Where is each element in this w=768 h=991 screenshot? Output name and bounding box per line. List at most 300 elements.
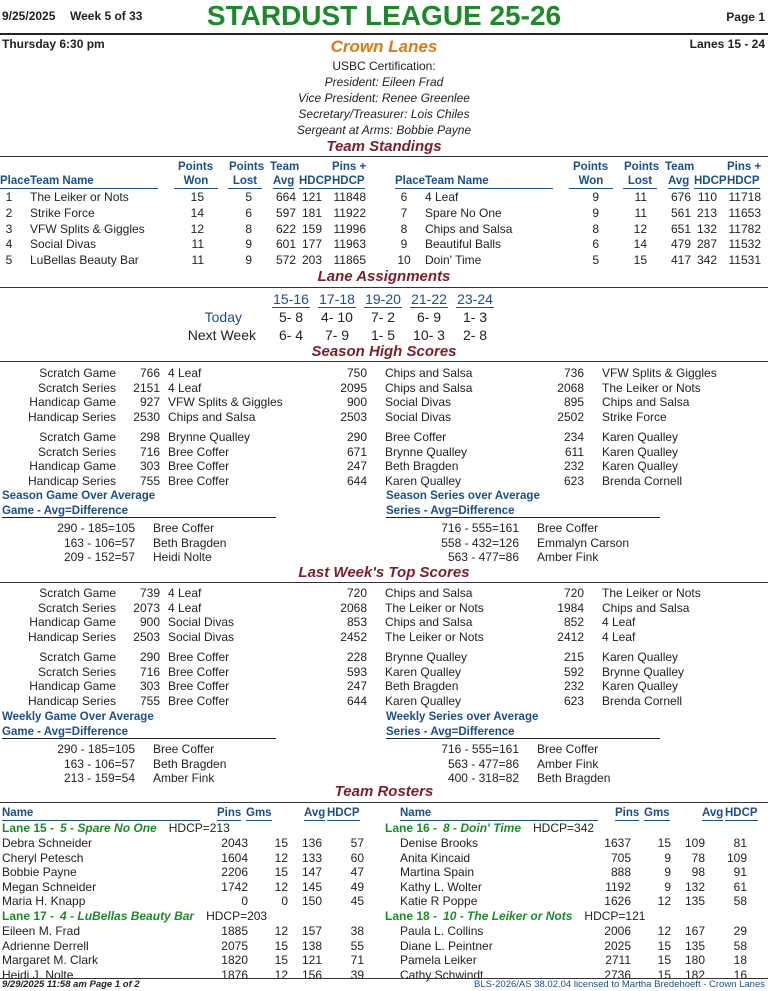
roster-pins: 2736 [604, 967, 631, 982]
roster-team-hdcp: HDCP=121 [584, 909, 646, 923]
score-value: 2503 [340, 409, 367, 424]
score-value: 2503 [133, 629, 160, 644]
roster-player-name: Diane L. Peintner [400, 938, 493, 953]
officer-line: USBC Certification: [332, 59, 436, 73]
roster-avg: 145 [301, 879, 322, 894]
score-category-label: Scratch Series [37, 664, 116, 679]
series-over-diff: 558 - 432=126 [441, 535, 519, 550]
roster-hdcp: 29 [733, 924, 747, 938]
score-value: 247 [346, 459, 367, 473]
score-name: Social Divas [385, 395, 452, 409]
lane-today: 4- 10 [321, 309, 353, 325]
roster-gms: 15 [657, 953, 671, 968]
score-category-label: Handicap Series [27, 693, 116, 708]
roster-pins: 1637 [604, 836, 631, 850]
standing-lost: 12 [633, 221, 647, 236]
score-name: Karen Qualley [602, 459, 679, 473]
standing-lost: 6 [245, 205, 252, 220]
standing-team: 4 Leaf [425, 190, 459, 204]
score-name: Social Divas [385, 409, 452, 424]
roster-avg: 150 [301, 894, 322, 909]
standing-lost: 11 [634, 205, 647, 220]
roster-player-name: Pamela Leiker [400, 953, 477, 968]
score-value: 247 [346, 679, 367, 693]
lane-next: 6- 4 [278, 327, 304, 343]
col-team-top: Team [270, 161, 300, 173]
score-value: 228 [346, 650, 367, 664]
game-over-avg-sub: Game - Avg=Difference [2, 505, 276, 518]
roster-col-pins: Pins [217, 807, 242, 819]
score-name: The Leiker or Nots [385, 629, 484, 644]
score-name: 4 Leaf [168, 380, 202, 395]
score-value: 303 [139, 459, 160, 473]
season-high-rule [0, 361, 768, 362]
score-value: 644 [346, 693, 367, 708]
standing-team: Spare No One [425, 205, 502, 220]
roster-hdcp: 45 [350, 894, 364, 909]
roster-player-name: Cathy Schwindt [400, 967, 484, 982]
series-over-name: Emmalyn Carson [537, 535, 630, 550]
standing-place: 1 [5, 190, 13, 204]
roster-gms: 12 [274, 879, 288, 894]
roster-player-name: Heidi J. Nolte [2, 967, 74, 982]
score-name: Brynne Qualley [385, 650, 468, 664]
score-name: Strike Force [602, 409, 667, 424]
game-over-diff: 163 - 106=57 [63, 535, 135, 550]
roster-gms: 12 [657, 894, 671, 909]
standing-place: 8 [400, 221, 408, 236]
roster-player-name: Eileen M. Frad [2, 924, 81, 938]
score-name: Brynne Qualley [602, 664, 685, 679]
score-value: 2095 [340, 380, 367, 395]
score-value: 2073 [133, 600, 160, 615]
game-over-diff: 213 - 159=54 [63, 771, 135, 785]
roster-lane: Lane 18 - [385, 909, 438, 923]
col-hdcp: HDCP [299, 175, 332, 187]
roster-gms: 12 [657, 924, 671, 938]
roster-lane: Lane 16 - [385, 821, 438, 835]
roster-player-name: Anita Kincaid [400, 850, 471, 865]
score-category-label: Handicap Game [29, 679, 116, 693]
score-name: Karen Qualley [602, 679, 679, 693]
roster-hdcp: 91 [733, 865, 747, 880]
score-name: Chips and Salsa [385, 586, 473, 600]
series-over-name: Bree Coffer [537, 521, 599, 535]
score-name: Bree Coffer [168, 473, 230, 488]
score-category-label: Scratch Game [39, 650, 116, 664]
score-value: 623 [563, 693, 584, 708]
roster-pins: 2206 [221, 865, 248, 880]
roster-team-name: 4 - LuBellas Beauty Bar [60, 909, 195, 923]
roster-player-name: Denise Brooks [400, 836, 479, 850]
standing-won: 9 [592, 190, 599, 204]
standing-lost: 5 [245, 190, 252, 204]
standing-team: Chips and Salsa [425, 221, 513, 236]
last-week-rule [0, 582, 768, 583]
standing-pins: 11653 [728, 205, 761, 220]
standing-avg: 561 [670, 205, 691, 220]
game-over-name: Beth Bragden [153, 756, 227, 771]
footer-left: 9/29/2025 11:58 am Page 1 of 2 [2, 979, 140, 990]
score-value: 736 [563, 366, 584, 380]
standing-place: 5 [5, 253, 13, 268]
col-lost: Lost [228, 174, 262, 189]
standing-place: 9 [400, 237, 408, 252]
roster-hdcp: 49 [350, 879, 364, 894]
roster-gms: 12 [274, 850, 288, 865]
roster-hdcp: 18 [733, 953, 747, 968]
standing-hdcp: 213 [696, 205, 717, 220]
roster-player-name: Adrienne Derrell [2, 938, 89, 953]
score-category-label: Scratch Game [39, 430, 116, 444]
roster-player-name: Martina Spain [400, 865, 475, 880]
roster-gms: 9 [664, 865, 671, 880]
standing-team: Beautiful Balls [425, 237, 502, 252]
standing-place: 3 [5, 221, 13, 236]
roster-avg: 157 [301, 924, 322, 938]
score-value: 900 [346, 395, 367, 409]
score-value: 623 [563, 473, 584, 488]
standing-lost: 8 [245, 221, 252, 236]
page-number: Page 1 [726, 10, 765, 24]
col-hdcp: HDCP [694, 175, 727, 187]
score-value: 611 [564, 444, 584, 459]
lane-today: 6- 9 [416, 309, 442, 325]
standing-team: Social Divas [30, 237, 97, 252]
col-points-top: Points [229, 161, 265, 173]
standing-pins: 11848 [333, 190, 366, 204]
roster-pins: 705 [610, 850, 631, 865]
score-value: 592 [563, 664, 584, 679]
roster-pins: 2075 [221, 938, 248, 953]
score-name: The Leiker or Nots [602, 586, 701, 600]
roster-hdcp: 16 [733, 967, 747, 982]
lane-next: 1- 5 [370, 327, 396, 343]
roster-hdcp: 109 [726, 850, 747, 865]
lane-next: 10- 3 [413, 327, 445, 343]
score-category-label: Scratch Series [37, 380, 116, 395]
score-name: Chips and Salsa [168, 409, 256, 424]
score-name: Beth Bragden [385, 459, 459, 473]
roster-team-name: 8 - Doin' Time [443, 821, 522, 835]
standing-team: Doin' Time [425, 253, 482, 268]
roster-pins: 2006 [604, 924, 631, 938]
roster-team-hdcp: HDCP=342 [533, 821, 595, 835]
standing-won: 12 [190, 221, 204, 236]
score-category-label: Scratch Game [39, 366, 116, 380]
roster-pins: 1604 [221, 850, 248, 865]
roster-avg: 135 [684, 894, 705, 909]
standing-place: 6 [400, 190, 408, 204]
roster-hdcp: 47 [350, 865, 364, 880]
roster-player-name: Megan Schneider [2, 879, 97, 894]
series-over-diff: 716 - 555=161 [441, 521, 519, 535]
score-value: 671 [346, 444, 367, 459]
standing-place: 4 [5, 237, 13, 252]
roster-avg: 132 [684, 879, 705, 894]
col-team-top: Team [665, 161, 695, 173]
game-over-name: Amber Fink [153, 771, 215, 785]
header-rule [0, 33, 768, 35]
standing-won: 15 [190, 190, 204, 204]
score-name: 4 Leaf [168, 600, 202, 615]
footer-right: BLS-2026/AS 38.02.04 licensed to Martha Bredehoeft - Crown Lanes [474, 979, 765, 990]
standing-hdcp: 342 [696, 253, 717, 268]
series-over-diff: 563 - 477=86 [447, 550, 519, 564]
score-value: 766 [139, 366, 160, 380]
standing-lost: 11 [634, 190, 647, 204]
score-value: 750 [346, 366, 367, 380]
game-over-diff: 163 - 106=57 [63, 756, 135, 771]
score-category-label: Scratch Game [39, 586, 116, 600]
standing-avg: 597 [275, 205, 296, 220]
roster-player-name: Maria H. Knapp [2, 894, 86, 909]
roster-gms: 15 [657, 967, 671, 982]
score-value: 853 [346, 615, 367, 629]
roster-team-hdcp: HDCP=213 [168, 821, 230, 835]
roster-hdcp: 58 [733, 894, 747, 909]
roster-avg: 136 [301, 836, 322, 850]
standing-avg: 664 [275, 190, 296, 204]
score-value: 303 [139, 679, 160, 693]
score-name: Bree Coffer [168, 459, 230, 473]
game-over-name: Heidi Nolte [153, 550, 212, 564]
standing-place: 10 [397, 253, 411, 268]
roster-col-gms: Gms [246, 807, 272, 819]
roster-hdcp: 57 [350, 836, 364, 850]
score-value: 2151 [133, 380, 160, 395]
score-value: 900 [139, 615, 160, 629]
standing-pins: 11996 [333, 221, 366, 236]
score-name: 4 Leaf [168, 586, 202, 600]
roster-pins: 1885 [221, 924, 248, 938]
score-name: 4 Leaf [602, 615, 636, 629]
standing-lost: 9 [245, 253, 252, 268]
standing-pins: 11531 [728, 253, 761, 268]
lane-next: 7- 9 [324, 327, 350, 343]
lane-next-label: Next Week [187, 327, 256, 343]
roster-team-name: 5 - Spare No One [60, 821, 157, 835]
section-title-last-week: Last Week's Top Scores [298, 564, 470, 581]
roster-lane: Lane 17 - [2, 909, 55, 923]
section-title-lanes: Lane Assignments [317, 268, 451, 285]
roster-avg: 182 [684, 967, 705, 982]
score-value: 215 [563, 650, 584, 664]
score-name: Beth Bragden [385, 679, 459, 693]
score-category-label: Handicap Series [27, 629, 116, 644]
roster-lane: Lane 15 - [2, 821, 55, 835]
standing-hdcp: 121 [301, 190, 322, 204]
roster-col-pins: Pins [615, 807, 640, 819]
roster-avg: 98 [691, 865, 705, 880]
roster-col-name: Name [2, 806, 200, 821]
col-avg: Avg [668, 175, 690, 187]
lane-today-label: Today [204, 309, 242, 325]
roster-avg: 167 [684, 924, 705, 938]
standing-lost: 15 [633, 253, 647, 268]
roster-team-header [2, 909, 267, 923]
score-name: Bree Coffer [168, 444, 230, 459]
roster-hdcp: 81 [733, 836, 747, 850]
score-name: Brynne Qualley [168, 430, 251, 444]
standing-won: 8 [592, 221, 599, 236]
roster-pins: 1626 [604, 894, 631, 909]
week-label: Week 5 of 33 [70, 9, 143, 23]
roster-gms: 15 [657, 836, 671, 850]
section-title-rosters: Team Rosters [334, 783, 434, 800]
standing-won: 9 [592, 205, 599, 220]
roster-avg: 138 [301, 938, 322, 953]
standing-lost: 9 [245, 237, 252, 252]
lane-pair-header: 17-18 [319, 291, 355, 307]
score-name: Karen Qualley [602, 430, 679, 444]
roster-gms: 15 [274, 865, 288, 880]
score-name: Social Divas [168, 629, 235, 644]
score-value: 2502 [557, 409, 584, 424]
roster-team-header [385, 909, 645, 923]
standing-pins: 11963 [333, 237, 366, 252]
roster-pins: 0 [241, 894, 248, 909]
roster-hdcp: 71 [350, 953, 364, 968]
roster-avg: 180 [684, 953, 705, 968]
roster-gms: 15 [657, 938, 671, 953]
roster-pins: 888 [610, 865, 631, 880]
roster-pins: 2025 [604, 938, 631, 953]
score-value: 2452 [340, 629, 367, 644]
game-over-diff: 209 - 152=57 [63, 550, 135, 564]
score-value: 232 [563, 679, 584, 693]
roster-team-header [385, 821, 594, 835]
standings-rule [0, 156, 768, 157]
roster-col-hdcp: HDCP [725, 807, 758, 819]
score-value: 2412 [557, 629, 584, 644]
score-value: 852 [563, 615, 584, 629]
standing-pins: 11718 [728, 190, 761, 204]
score-value: 2068 [340, 600, 367, 615]
roster-pins: 1820 [221, 953, 248, 968]
roster-player-name: Cheryl Petesch [2, 850, 84, 865]
game-over-name: Beth Bragden [153, 535, 227, 550]
roster-gms: 0 [281, 894, 288, 909]
roster-avg: 109 [684, 836, 705, 850]
col-points-top: Points [624, 161, 660, 173]
standing-team: LuBellas Beauty Bar [30, 253, 139, 268]
league-title: STARDUST LEAGUE 25-26 [206, 0, 562, 31]
roster-gms: 9 [664, 850, 671, 865]
series-over-avg-sub: Series - Avg=Difference [386, 726, 660, 739]
roster-col-avg: Avg [702, 807, 724, 819]
center-name: Crown Lanes [330, 37, 438, 56]
score-name: Karen Qualley [602, 444, 679, 459]
standing-won: 14 [190, 205, 204, 220]
score-value: 716 [139, 664, 160, 679]
roster-player-name: Margaret M. Clark [2, 953, 99, 968]
standing-hdcp: 203 [301, 253, 322, 268]
col-pins-top: Pins + [332, 161, 367, 173]
score-name: Chips and Salsa [385, 380, 473, 395]
standing-avg: 651 [670, 221, 691, 236]
score-value: 2530 [133, 409, 160, 424]
roster-avg: 121 [301, 953, 322, 968]
score-value: 593 [346, 664, 367, 679]
game-over-avg-sub: Game - Avg=Difference [2, 726, 276, 739]
game-over-avg-title: Season Game Over Average [2, 490, 156, 502]
game-over-diff: 290 - 185=105 [57, 521, 135, 535]
roster-gms: 9 [664, 879, 671, 894]
col-won: Won [569, 174, 613, 189]
series-over-name: Amber Fink [537, 756, 599, 771]
score-name: Bree Coffer [385, 430, 447, 444]
section-title-season-high: Season High Scores [311, 343, 457, 360]
game-over-avg-title: Weekly Game Over Average [2, 711, 154, 723]
score-category-label: Handicap Series [27, 409, 116, 424]
roster-player-name: Katie R Poppe [400, 894, 478, 909]
rosters-rule [0, 802, 768, 803]
officer-line: Sergeant at Arms: Bobbie Payne [296, 123, 472, 137]
roster-hdcp: 61 [733, 879, 747, 894]
standing-won: 6 [592, 237, 599, 252]
roster-pins: 2711 [605, 953, 631, 968]
score-value: 2068 [557, 380, 584, 395]
report-date: 9/25/2025 [2, 9, 56, 23]
lane-today: 1- 3 [462, 309, 488, 325]
score-value: 720 [563, 586, 584, 600]
score-category-label: Handicap Game [29, 615, 116, 629]
score-value: 739 [139, 586, 160, 600]
officer-line: President: Eileen Frad [324, 75, 444, 89]
roster-team-hdcp: HDCP=203 [206, 909, 268, 923]
score-name: Karen Qualley [385, 693, 462, 708]
roster-player-name: Kathy L. Wolter [400, 879, 482, 894]
standing-avg: 572 [275, 253, 296, 268]
standing-hdcp: 181 [301, 205, 322, 220]
standing-pins: 11922 [333, 205, 366, 220]
col-pins-hdcp: HDCP [727, 175, 760, 187]
standing-hdcp: 287 [696, 237, 717, 252]
series-over-avg-title: Weekly Series over Average [386, 711, 539, 723]
score-name: Karen Qualley [385, 664, 462, 679]
series-over-name: Bree Coffer [537, 742, 599, 756]
roster-pins: 1876 [221, 967, 248, 982]
standing-avg: 601 [275, 237, 296, 252]
roster-player-name: Bobbie Payne [2, 865, 77, 880]
officer-line: Secretary/Treasurer: Lois Chiles [298, 107, 470, 121]
roster-gms: 12 [274, 924, 288, 938]
score-value: 755 [139, 693, 160, 708]
roster-hdcp: 60 [350, 850, 364, 865]
score-name: Bree Coffer [168, 679, 230, 693]
col-lost: Lost [623, 174, 657, 189]
standing-avg: 622 [275, 221, 296, 236]
score-name: VFW Splits & Giggles [602, 366, 717, 380]
score-name: VFW Splits & Giggles [168, 395, 283, 409]
roster-col-avg: Avg [304, 807, 326, 819]
col-place: Place [395, 175, 426, 187]
lane-pair-header: 23-24 [457, 291, 493, 307]
standing-hdcp: 132 [696, 221, 717, 236]
series-over-diff: 400 - 318=82 [447, 771, 519, 785]
score-name: Karen Qualley [385, 473, 462, 488]
col-avg: Avg [273, 175, 295, 187]
roster-col-name: Name [400, 806, 598, 821]
series-over-diff: 563 - 477=86 [447, 756, 519, 771]
standing-pins: 11865 [333, 253, 366, 268]
score-category-label: Handicap Game [29, 459, 116, 473]
roster-hdcp: 58 [733, 938, 747, 953]
score-name: The Leiker or Nots [602, 380, 701, 395]
standing-lost: 14 [633, 237, 647, 252]
col-points-top: Points [573, 161, 609, 173]
